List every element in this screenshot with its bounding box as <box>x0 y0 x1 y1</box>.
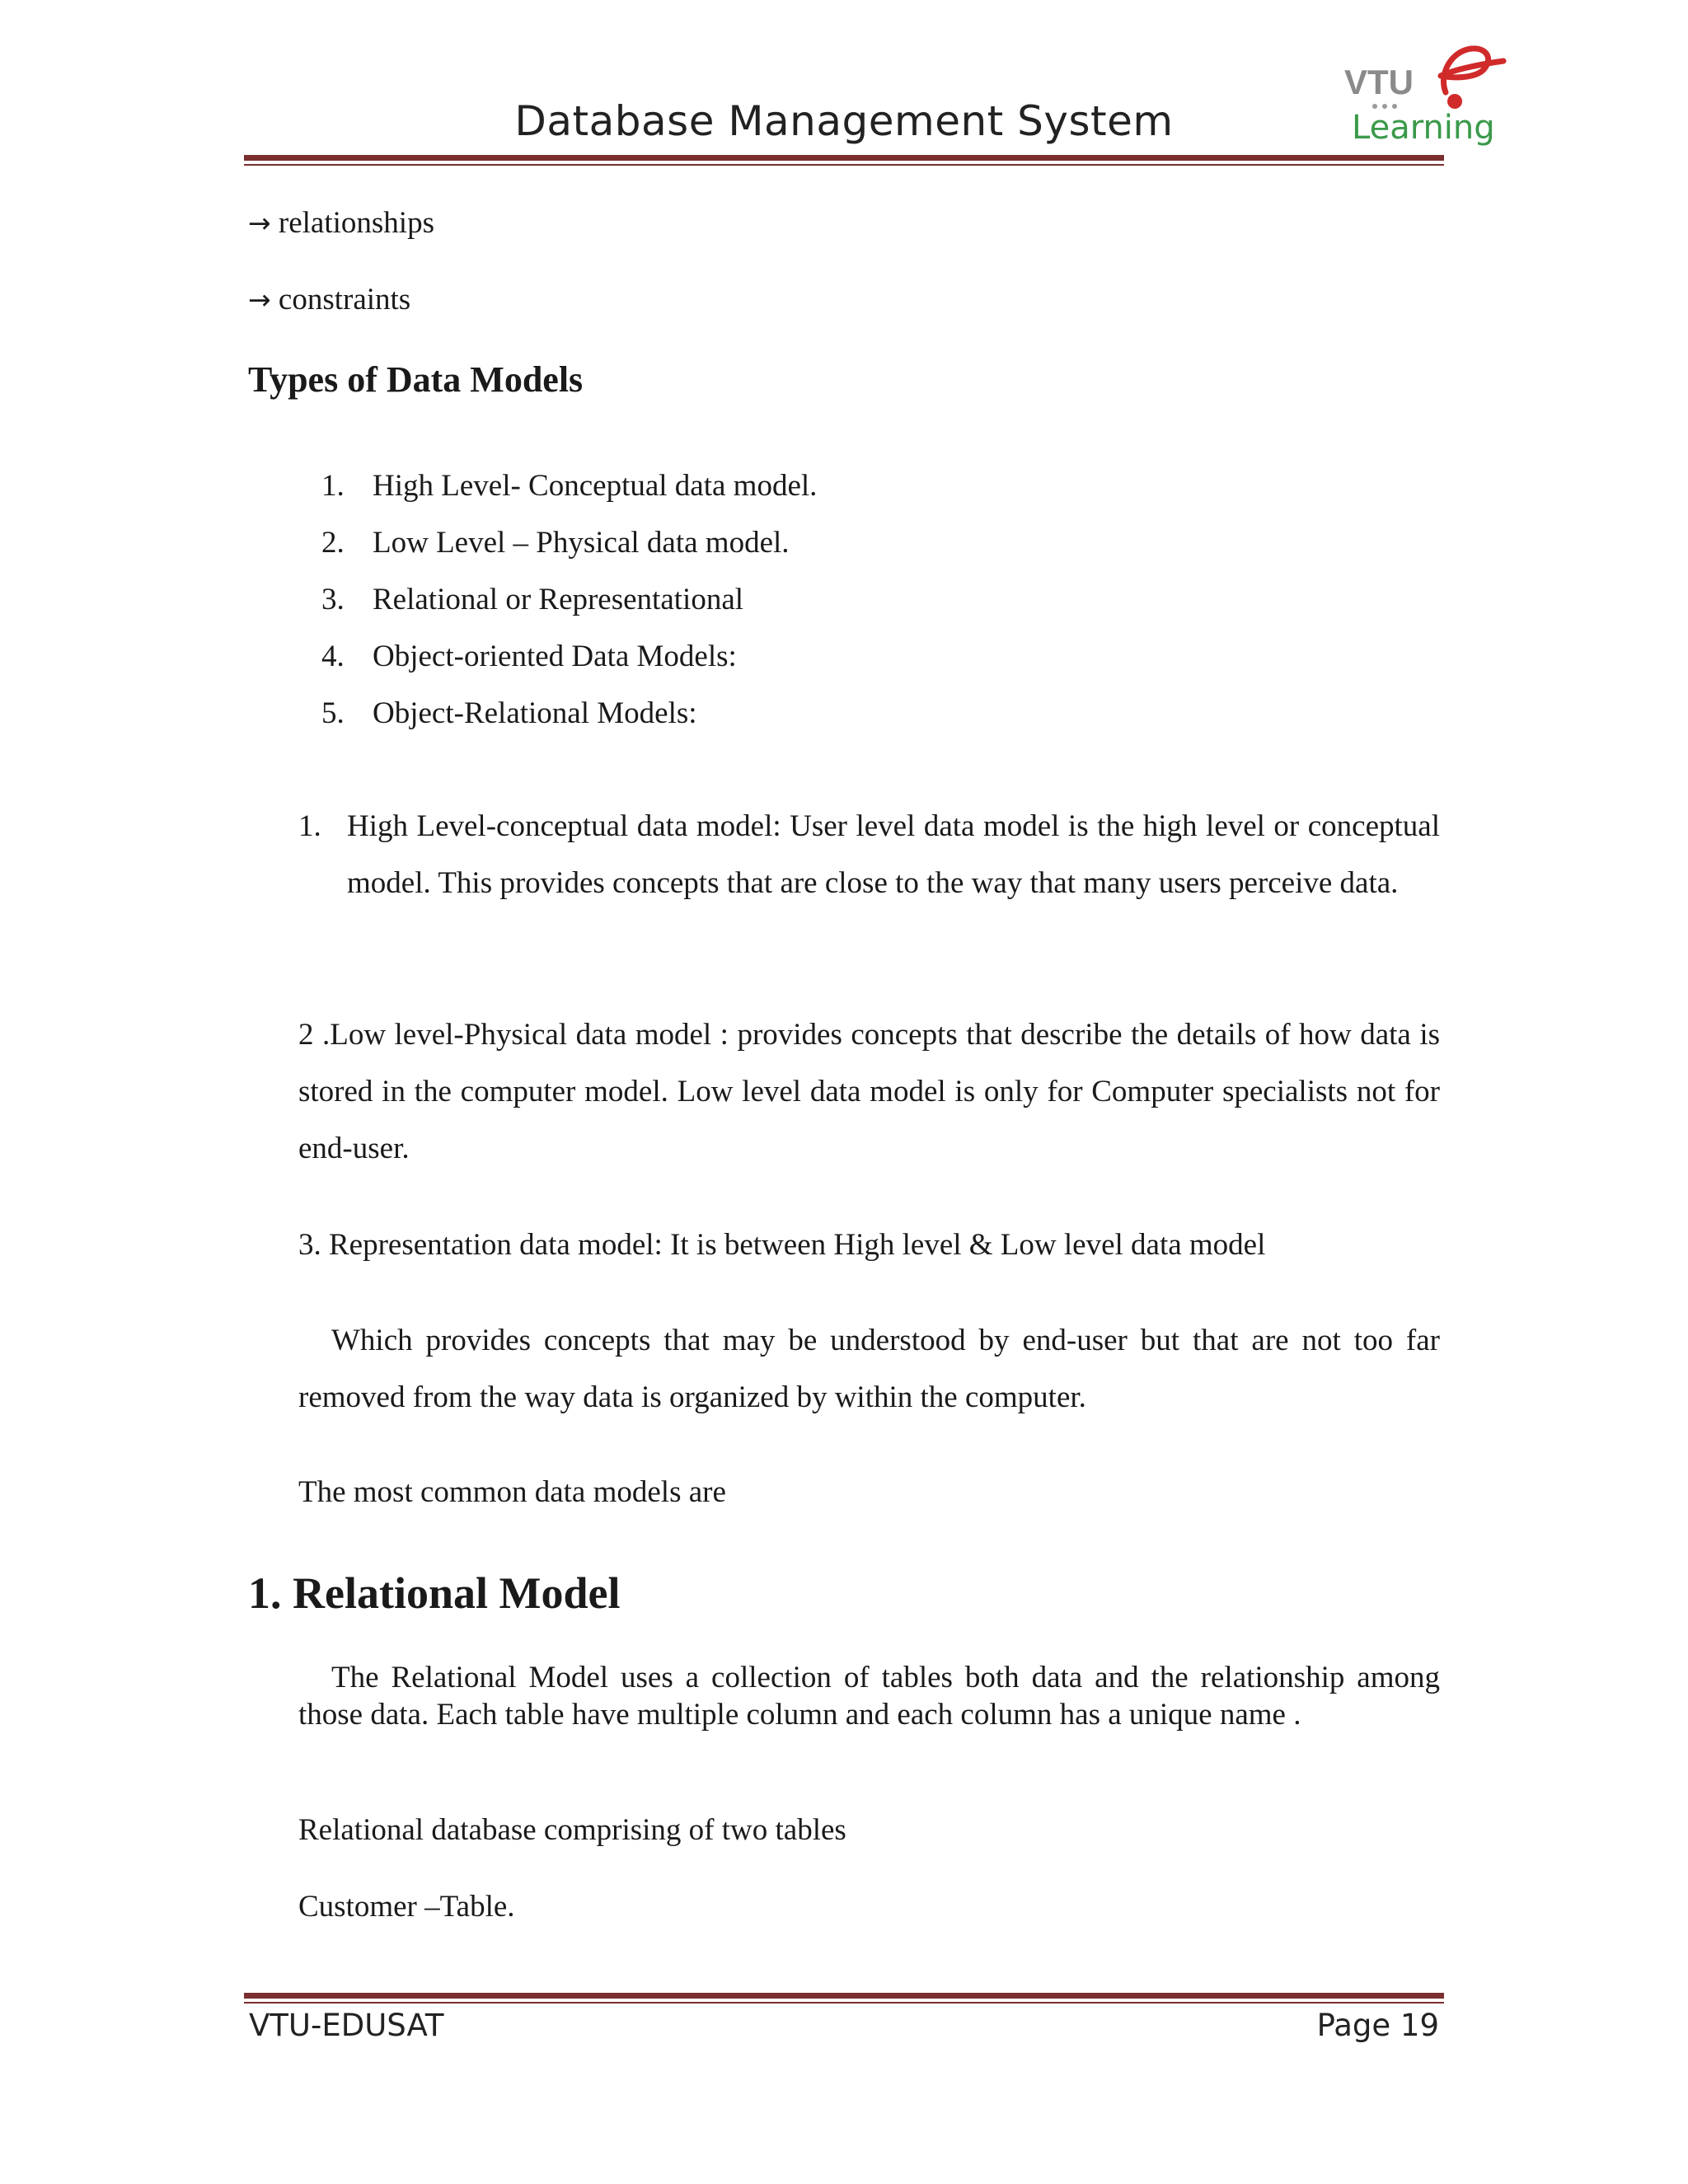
logo-vtu-text: VTU <box>1344 63 1414 101</box>
page-number: Page 19 <box>1316 2008 1439 2043</box>
header-rule-thin <box>244 164 1444 166</box>
paragraph-number: 1. <box>298 809 321 843</box>
types-heading: Types of Data Models <box>248 359 584 400</box>
header-rule-thick <box>244 155 1444 161</box>
arrow-right-icon: → <box>248 284 271 316</box>
paragraph-relational-model: The Relational Model uses a collection of tables both data and the relationship among those data. Each table have multiple column and each column has a unique name . <box>298 1661 1440 1732</box>
paragraph-text: High Level-conceptual data model: User level data model is the high level or conceptual model. This provides concepts that are close to the way that many users perceive data. <box>347 809 1440 900</box>
list-item: 1. High Level- Conceptual data model. <box>321 469 818 503</box>
bullet-item <box>248 271 410 329</box>
types-list <box>321 457 817 742</box>
logo-learning-text: Learning <box>1352 109 1495 147</box>
paragraph-two-tables: Relational database comprising of two tables <box>298 1813 846 1847</box>
footer-rule-thin <box>244 2002 1444 2004</box>
paragraph-common-models: The most common data models are <box>298 1475 726 1509</box>
list-item: 3. Relational or Representational <box>321 583 744 616</box>
arrow-right-icon: → <box>248 207 271 239</box>
bullet-text: constraints <box>278 283 411 316</box>
paragraph-low-level: 2 .Low level-Physical data model : provides concepts that describe the details of how data is stored in the computer model. Low level data model is only for Computer specialists not for end-user. <box>298 1018 1440 1165</box>
logo-red-dot <box>1447 94 1462 109</box>
paragraph-customer-table: Customer –Table. <box>298 1890 515 1924</box>
bullet-item <box>248 194 434 252</box>
list-item: 4. Object-oriented Data Models: <box>321 640 737 673</box>
footer-rule-thick <box>244 1993 1444 1999</box>
bullet-text: relationships <box>278 206 434 240</box>
list-item: 5. Object-Relational Models: <box>321 696 697 730</box>
paragraph-high-level <box>298 798 1440 912</box>
footer-left: VTU-EDUSAT <box>249 2008 444 2043</box>
header-title: Database Management System <box>514 97 1174 145</box>
paragraph-representation-detail: Which provides concepts that may be understood by end-user but that are not too far removed from the way data is organized by within the computer. <box>298 1324 1440 1414</box>
logo-e-swoosh <box>1441 49 1503 92</box>
vtu-elearning-logo <box>1342 43 1507 150</box>
paragraph-representation: 3. Representation data model: It is between High level & Low level data model <box>298 1228 1266 1262</box>
list-item: 2. Low Level – Physical data model. <box>321 526 790 560</box>
relational-model-heading: 1. Relational Model <box>248 1568 621 1618</box>
